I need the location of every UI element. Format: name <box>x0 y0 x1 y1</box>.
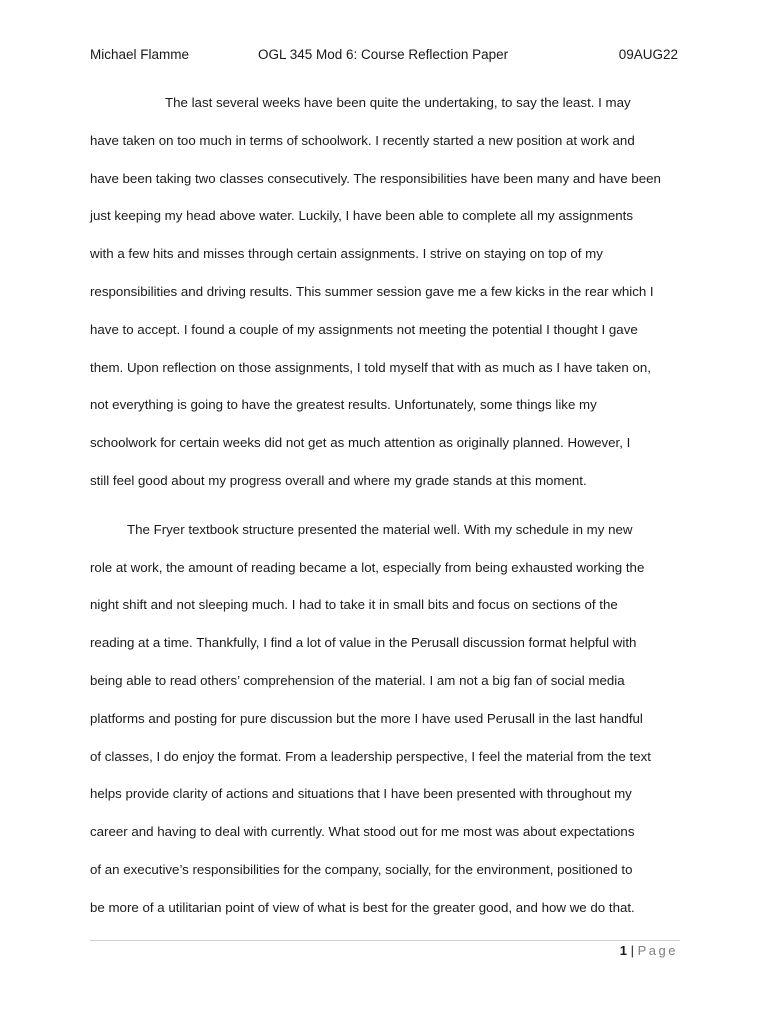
paragraph-line: still feel good about my progress overall and where my grade stands at this moment. <box>90 472 587 488</box>
page-footer <box>620 943 678 958</box>
paragraph-line: them. Upon reflection on those assignments, I told myself that with as much as I have taken on, <box>90 359 651 375</box>
header-author: Michael Flamme <box>90 47 190 62</box>
paragraph-line: platforms and posting for pure discussion but the more I have used Perusall in the last handful <box>90 710 643 726</box>
page-number: 1 <box>619 943 628 958</box>
header-title: OGL 345 Mod 6: Course Reflection Paper <box>258 47 509 62</box>
paragraph-line: of classes, I do enjoy the format. From a leadership perspective, I feel the material from the text <box>90 748 651 764</box>
paragraph-2 <box>90 520 678 936</box>
paragraph-line: have taken on too much in terms of schoolwork. I recently started a new position at work and <box>90 132 635 148</box>
paragraph-line: have been taking two classes consecutively. The responsibilities have been many and have been <box>90 170 661 186</box>
header-date: 09AUG22 <box>618 47 678 62</box>
paragraph-line: not everything is going to have the greatest results. Unfortunately, some things like my <box>90 397 597 413</box>
paragraph-line: The last several weeks have been quite the undertaking, to say the least. I may <box>165 95 631 110</box>
paragraph-line: career and having to deal with currently. What stood out for me most was about expectations <box>90 824 635 840</box>
paragraph-line: being able to read others’ comprehension of the material. I am not a big fan of social media <box>90 672 625 688</box>
paragraph-line: have to accept. I found a couple of my assignments not meeting the potential I thought I gave <box>90 321 638 337</box>
paragraph-line: reading at a time. Thankfully, I find a lot of value in the Perusall discussion format helpful with <box>90 635 637 651</box>
footer-divider <box>90 940 680 941</box>
paragraph-line: be more of a utilitarian point of view of what is best for the greater good, and how we do that. <box>90 899 635 915</box>
paragraph-1 <box>90 93 678 509</box>
page-label: Page <box>637 943 678 958</box>
paragraph-line: schoolwork for certain weeks did not get as much attention as originally planned. However, I <box>90 435 631 451</box>
paragraph-line: night shift and not sleeping much. I had to take it in small bits and focus on sections of the <box>90 597 618 613</box>
document-body <box>90 93 678 936</box>
page-separator: | <box>627 943 638 958</box>
paragraph-line: with a few hits and misses through certain assignments. I strive on staying on top of my <box>90 246 603 262</box>
paragraph-line: helps provide clarity of actions and situations that I have been presented with throughout my <box>90 786 632 802</box>
paragraph-line: The Fryer textbook structure presented the material well. With my schedule in my new <box>127 521 633 537</box>
paragraph-line: of an executive’s responsibilities for the company, socially, for the environment, positioned to <box>90 861 633 877</box>
paragraph-line: just keeping my head above water. Luckily, I have been able to complete all my assignments <box>90 208 634 224</box>
page-header <box>90 47 678 67</box>
paragraph-line: role at work, the amount of reading became a lot, especially from being exhausted working the <box>90 559 645 575</box>
paragraph-line: responsibilities and driving results. This summer session gave me a few kicks in the rear which I <box>90 283 654 299</box>
